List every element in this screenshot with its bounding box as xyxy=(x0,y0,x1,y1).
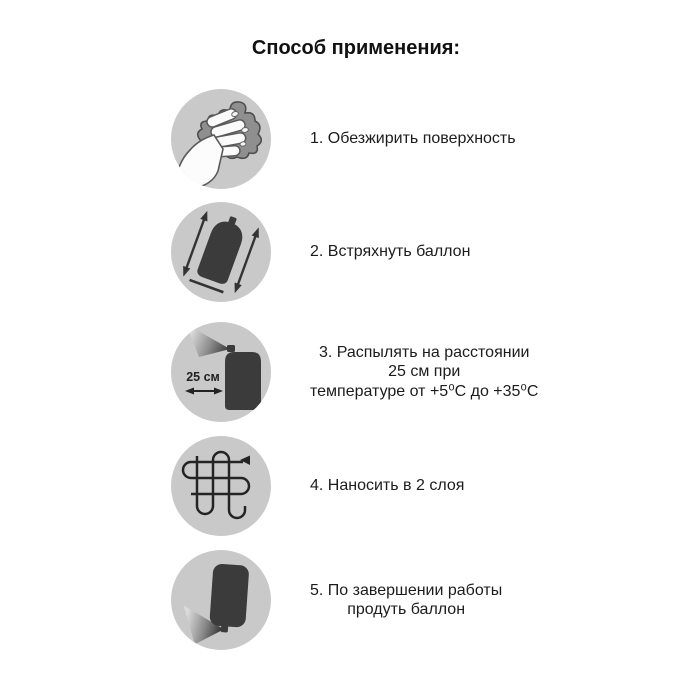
crosshatch-two-layers-icon xyxy=(171,436,271,536)
step-text-line: 5. По завершении работы xyxy=(310,581,503,599)
step-row-5 xyxy=(171,550,502,650)
spray-distance-icon xyxy=(171,322,271,422)
page-title: Способ применения: xyxy=(251,37,461,59)
purge-can-icon xyxy=(171,550,271,650)
step-text xyxy=(310,476,464,496)
step-text-line: 4. Наносить в 2 слоя xyxy=(310,477,465,495)
step-row-3 xyxy=(171,322,538,422)
step-row-4 xyxy=(171,436,464,536)
step-text xyxy=(310,581,502,620)
step-text xyxy=(310,129,516,149)
shake-can-icon xyxy=(171,202,271,302)
degrease-hand-icon xyxy=(171,89,271,189)
step-text xyxy=(310,242,470,262)
step-text xyxy=(310,343,538,402)
step-text-line: температуре от +5⁰С до +35⁰С xyxy=(310,382,539,400)
step-row-2 xyxy=(171,202,470,302)
step-text-line: 3. Распылять на расстоянии xyxy=(318,343,530,361)
step-text-line: 2. Встряхнуть баллон xyxy=(310,243,471,261)
step-row-1 xyxy=(171,89,516,189)
step-text-line: продуть баллон xyxy=(347,601,466,618)
step-text-line: 25 см при xyxy=(388,363,461,381)
step-text-line: 1. Обезжирить поверхность xyxy=(310,130,516,148)
distance-label: 25 см xyxy=(186,370,220,384)
